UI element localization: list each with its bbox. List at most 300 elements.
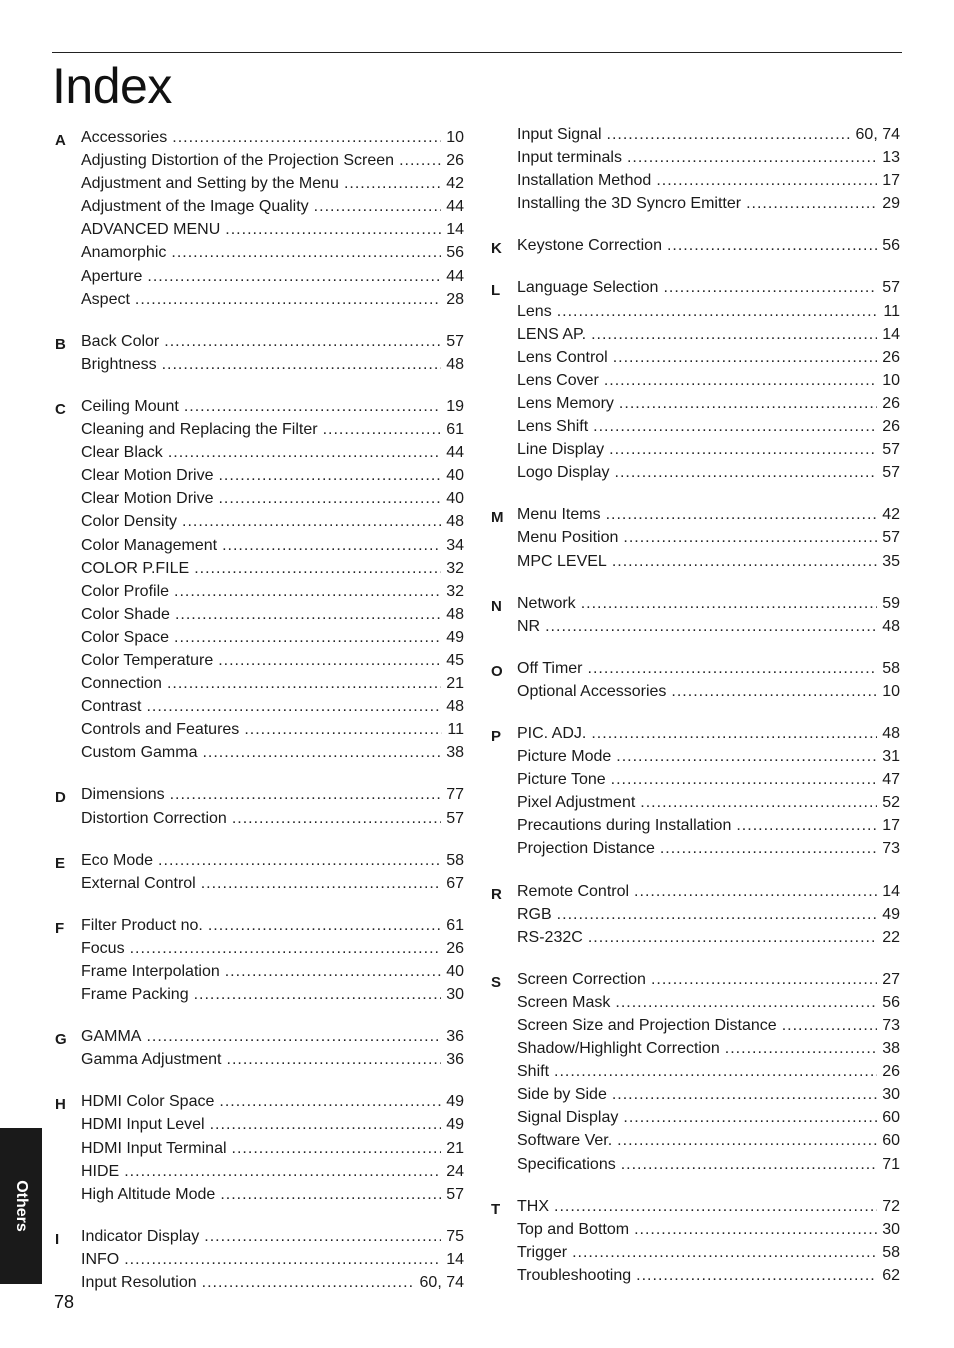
index-entry [517, 615, 900, 638]
index-entry [517, 323, 900, 346]
index-entry [517, 550, 900, 573]
index-page-ref: 14 [882, 882, 900, 900]
dot-leader [621, 1153, 877, 1176]
dot-leader [218, 464, 441, 487]
index-page-ref: 26 [446, 152, 464, 170]
dot-leader [323, 418, 442, 441]
dot-leader [225, 960, 441, 983]
index-column-right [488, 123, 908, 1306]
dot-leader [147, 265, 441, 288]
index-entry [81, 1025, 464, 1048]
index-entry [81, 741, 464, 764]
dot-leader [588, 657, 878, 680]
dot-leader [616, 745, 877, 768]
index-page-ref: 27 [882, 970, 900, 988]
index-term: Installation Method [517, 172, 652, 190]
index-group [488, 880, 908, 949]
index-term: Line Display [517, 441, 605, 459]
index-group [488, 123, 908, 215]
dot-leader [656, 169, 877, 192]
index-group [52, 849, 472, 895]
index-entry [517, 991, 900, 1014]
dot-leader [736, 814, 877, 837]
index-entry [517, 123, 900, 146]
index-group [488, 592, 908, 638]
index-page-ref: 48 [446, 698, 464, 716]
dot-leader [617, 1129, 877, 1152]
index-page-ref: 56 [882, 237, 900, 255]
index-page-ref: 32 [446, 582, 464, 600]
index-entry [81, 218, 464, 241]
index-entry [517, 926, 900, 949]
index-page-ref: 17 [882, 817, 900, 835]
index-term: Picture Mode [517, 748, 612, 766]
index-page-ref: 47 [882, 771, 900, 789]
dot-leader [593, 415, 877, 438]
index-entry [517, 1106, 900, 1129]
dot-leader [244, 718, 442, 741]
index-term: Ceiling Mount [81, 397, 179, 415]
index-term: Adjustment and Setting by the Menu [81, 175, 339, 193]
index-page-ref: 48 [446, 355, 464, 373]
index-entry [81, 288, 464, 311]
index-page-ref: 57 [882, 464, 900, 482]
index-page-ref: 30 [882, 1086, 900, 1104]
index-term: Lens Cover [517, 371, 599, 389]
dot-leader [554, 1060, 877, 1083]
index-page-ref: 48 [882, 724, 900, 742]
index-page-ref: 73 [882, 840, 900, 858]
index-term: Back Color [81, 332, 160, 350]
index-entry [81, 603, 464, 626]
dot-leader [640, 791, 877, 814]
index-page-ref: 60, 74 [419, 1274, 464, 1292]
index-page-ref: 30 [446, 986, 464, 1004]
index-entry [517, 745, 900, 768]
index-entry [517, 392, 900, 415]
index-entry [517, 146, 900, 169]
index-entry [517, 1060, 900, 1083]
index-letter: G [55, 1031, 67, 1049]
dot-leader [167, 672, 441, 695]
index-entry [81, 534, 464, 557]
index-entry [81, 265, 464, 288]
index-entry [517, 1264, 900, 1287]
index-entry [81, 983, 464, 1006]
dot-leader [612, 550, 877, 573]
index-term: Clear Black [81, 444, 163, 462]
index-page-ref: 14 [882, 325, 900, 343]
index-entry [81, 960, 464, 983]
dot-leader [201, 872, 441, 895]
dot-leader [615, 991, 877, 1014]
index-term: Controls and Features [81, 721, 240, 739]
index-page-ref: 40 [446, 467, 464, 485]
index-entry [81, 1248, 464, 1271]
index-letter: C [55, 400, 66, 418]
index-entry [81, 1113, 464, 1136]
index-term: Side by Side [517, 1086, 607, 1104]
index-entry [81, 849, 464, 872]
dot-leader [623, 526, 877, 549]
dot-leader [130, 937, 442, 960]
dot-leader [225, 218, 441, 241]
index-entry [517, 1218, 900, 1241]
index-entry [517, 680, 900, 703]
dot-leader [124, 1248, 441, 1271]
index-page-ref: 75 [446, 1227, 464, 1245]
index-term: RS-232C [517, 928, 583, 946]
index-term: Lens Shift [517, 418, 589, 436]
index-term: Clear Motion Drive [81, 490, 214, 508]
index-entry [517, 1241, 900, 1264]
dot-leader [218, 487, 441, 510]
index-term: Frame Interpolation [81, 963, 220, 980]
dot-leader [174, 580, 441, 603]
index-group [488, 234, 908, 257]
dot-leader [557, 903, 878, 926]
dot-leader [613, 346, 877, 369]
index-entry [81, 510, 464, 533]
index-letter: F [55, 919, 65, 937]
dot-leader [572, 1241, 877, 1264]
index-term: Adjusting Distortion of the Projection Screen [81, 152, 395, 170]
index-term: Indicator Display [81, 1227, 200, 1245]
dot-leader [158, 849, 441, 872]
index-term: Top and Bottom [517, 1220, 630, 1238]
index-entry [517, 1037, 900, 1060]
dot-leader [591, 722, 877, 745]
dot-leader [667, 234, 877, 257]
index-entry [517, 722, 900, 745]
index-term: Logo Display [517, 464, 610, 482]
dot-leader [591, 323, 877, 346]
index-entry [81, 149, 464, 172]
dot-leader [746, 192, 877, 215]
index-page-ref: 10 [882, 371, 900, 389]
dot-leader [194, 983, 442, 1006]
index-entry [517, 768, 900, 791]
index-entry [517, 1083, 900, 1106]
index-page-ref: 31 [882, 748, 900, 766]
index-entry [517, 880, 900, 903]
index-group [52, 914, 472, 1006]
index-page-ref: 48 [446, 513, 464, 531]
index-page-ref: 14 [446, 1250, 464, 1268]
index-page-ref: 26 [446, 939, 464, 957]
dot-leader [174, 626, 441, 649]
dot-leader [399, 149, 441, 172]
index-letter: D [55, 789, 66, 807]
index-entry [81, 695, 464, 718]
index-group [52, 1090, 472, 1205]
index-term: LENS AP. [517, 325, 587, 343]
index-entry [81, 672, 464, 695]
dot-leader [168, 441, 441, 464]
index-entry [81, 807, 464, 830]
dot-leader [219, 1090, 441, 1113]
index-term: MPC LEVEL [517, 552, 607, 570]
index-page-ref: 57 [446, 1185, 464, 1203]
index-term: Screen Size and Projection Distance [517, 1017, 777, 1034]
dot-leader [782, 1014, 878, 1037]
index-letter: T [491, 1200, 501, 1218]
index-entry [517, 415, 900, 438]
index-entry [517, 300, 900, 323]
dot-leader [227, 1048, 442, 1071]
index-term: Language Selection [517, 279, 659, 297]
dot-leader [634, 1218, 877, 1241]
dot-leader [619, 392, 877, 415]
page-title: Index [52, 58, 172, 114]
index-letter: I [55, 1230, 60, 1248]
index-entry [517, 814, 900, 837]
index-page-ref: 42 [446, 175, 464, 193]
index-letter: B [55, 335, 66, 353]
index-term: Brightness [81, 355, 157, 373]
index-entry [517, 791, 900, 814]
index-page-ref: 77 [446, 786, 464, 804]
index-page-ref: 11 [447, 721, 464, 739]
index-term: Connection [81, 675, 162, 693]
dot-leader [232, 1137, 442, 1160]
index-term: Clear Motion Drive [81, 467, 214, 485]
index-term: Menu Position [517, 529, 619, 547]
index-page-ref: 56 [882, 993, 900, 1011]
index-entry [81, 441, 464, 464]
index-term: Projection Distance [517, 840, 655, 858]
dot-leader [184, 395, 441, 418]
index-page-ref: 19 [446, 397, 464, 415]
index-entry [81, 395, 464, 418]
index-term: Installing the 3D Syncro Emitter [517, 195, 742, 213]
index-entry [517, 169, 900, 192]
index-page-ref: 14 [446, 221, 464, 239]
dot-leader [232, 807, 441, 830]
index-group [488, 503, 908, 572]
index-term: Trigger [517, 1243, 568, 1261]
index-group [488, 276, 908, 484]
index-entry [517, 234, 900, 257]
index-entry [81, 1160, 464, 1183]
index-term: Shadow/Highlight Correction [517, 1040, 720, 1058]
index-letter: H [55, 1096, 66, 1114]
index-term: Aspect [81, 290, 130, 308]
dot-leader [725, 1037, 877, 1060]
index-entry [517, 276, 900, 299]
index-term: Cleaning and Replacing the Filter [81, 421, 318, 439]
index-page-ref: 58 [882, 1243, 900, 1261]
index-entry [81, 330, 464, 353]
index-page-ref: 26 [882, 1063, 900, 1081]
dot-leader [135, 288, 441, 311]
index-term: Color Space [81, 628, 170, 646]
index-page-ref: 52 [882, 794, 900, 812]
index-term: Menu Items [517, 506, 601, 524]
index-page-ref: 28 [446, 290, 464, 308]
index-entry [81, 914, 464, 937]
index-term: Distortion Correction [81, 809, 227, 827]
index-page-ref: 29 [882, 195, 900, 213]
index-term: Optional Accessories [517, 682, 667, 700]
index-term: External Control [81, 874, 196, 892]
index-page-ref: 40 [446, 490, 464, 508]
index-page-ref: 24 [446, 1162, 464, 1180]
index-page-ref: 60 [882, 1109, 900, 1127]
index-page-ref: 72 [882, 1197, 900, 1215]
dot-leader [611, 768, 878, 791]
index-page-ref: 42 [882, 506, 900, 524]
dot-leader [663, 276, 877, 299]
index-letter: P [491, 727, 502, 745]
index-term: Off Timer [517, 659, 583, 677]
index-page-ref: 26 [882, 418, 900, 436]
index-entry [517, 369, 900, 392]
index-entry [81, 195, 464, 218]
index-entry [517, 1129, 900, 1152]
index-page-ref: 38 [882, 1040, 900, 1058]
dot-leader [208, 914, 441, 937]
index-entry [517, 526, 900, 549]
index-entry [81, 872, 464, 895]
index-term: Network [517, 594, 576, 612]
index-term: Color Management [81, 536, 218, 554]
dot-leader [218, 649, 441, 672]
index-page-ref: 59 [882, 594, 900, 612]
index-entry [517, 1195, 900, 1218]
index-page-ref: 21 [446, 1139, 464, 1157]
dot-leader [172, 126, 441, 149]
index-page-ref: 62 [882, 1266, 900, 1284]
index-term: Lens Control [517, 348, 608, 366]
index-entry [81, 557, 464, 580]
index-term: Contrast [81, 698, 142, 716]
dot-leader [202, 741, 441, 764]
index-page-ref: 58 [882, 659, 900, 677]
index-page-ref: 48 [882, 617, 900, 635]
index-term: HDMI Input Terminal [81, 1139, 227, 1157]
dot-leader [636, 1264, 877, 1287]
index-term: HDMI Input Level [81, 1116, 205, 1134]
index-entry [81, 1137, 464, 1160]
index-term: THX [517, 1197, 549, 1215]
index-page-ref: 57 [446, 809, 464, 827]
dot-leader [627, 146, 877, 169]
index-term: Troubleshooting [517, 1266, 632, 1284]
index-term: HIDE [81, 1162, 120, 1180]
index-entry [517, 1014, 900, 1037]
index-term: Focus [81, 939, 125, 957]
index-term: Frame Packing [81, 986, 189, 1004]
index-term: Lens [517, 302, 552, 320]
dot-leader [175, 603, 441, 626]
dot-leader [171, 241, 441, 264]
dot-leader [344, 172, 441, 195]
index-term: Lens Memory [517, 394, 614, 412]
index-term: High Altitude Mode [81, 1185, 216, 1203]
index-term: Dimensions [81, 786, 165, 804]
index-term: Screen Correction [517, 970, 646, 988]
index-letter: M [491, 509, 504, 527]
index-page-ref: 60 [882, 1132, 900, 1150]
index-term: Color Shade [81, 605, 170, 623]
dot-leader [164, 330, 441, 353]
index-page-ref: 44 [446, 444, 464, 462]
index-page-ref: 11 [883, 302, 900, 320]
index-page-ref: 71 [882, 1155, 900, 1173]
index-group [488, 968, 908, 1176]
index-letter: S [491, 973, 502, 991]
index-term: NR [517, 617, 541, 635]
index-entry [81, 126, 464, 149]
index-letter: O [491, 662, 503, 680]
dot-leader [146, 1025, 441, 1048]
index-page-ref: 57 [882, 529, 900, 547]
dot-leader [146, 695, 441, 718]
index-entry [81, 718, 464, 741]
dot-leader [557, 300, 879, 323]
index-page-ref: 35 [882, 552, 900, 570]
dot-leader [204, 1225, 441, 1248]
index-page-ref: 61 [446, 916, 464, 934]
index-page-ref: 44 [446, 267, 464, 285]
index-entry [517, 903, 900, 926]
index-page-ref: 49 [446, 628, 464, 646]
dot-leader [615, 461, 878, 484]
index-page-ref: 57 [446, 332, 464, 350]
index-term: Eco Mode [81, 851, 154, 869]
index-entry [81, 626, 464, 649]
dot-leader [545, 615, 877, 638]
index-term: Specifications [517, 1155, 616, 1173]
index-page-ref: 21 [446, 675, 464, 693]
dot-leader [220, 1183, 441, 1206]
index-page-ref: 10 [446, 129, 464, 146]
index-group [488, 1195, 908, 1287]
index-term: Keystone Correction [517, 237, 662, 255]
dot-leader [634, 880, 877, 903]
index-term: RGB [517, 905, 552, 923]
index-entry [81, 649, 464, 672]
index-entry [81, 1183, 464, 1206]
index-entry [81, 783, 464, 806]
index-letter: K [491, 240, 502, 258]
index-entry [81, 172, 464, 195]
dot-leader [314, 195, 442, 218]
index-entry [517, 657, 900, 680]
page-number: 78 [54, 1292, 75, 1312]
index-entry [517, 192, 900, 215]
index-entry [517, 461, 900, 484]
index-entry [517, 1153, 900, 1176]
index-term: Shift [517, 1063, 550, 1081]
dot-leader [581, 592, 878, 615]
index-page-ref: 30 [882, 1220, 900, 1238]
index-group [52, 126, 472, 311]
index-entry [81, 418, 464, 441]
index-group [52, 330, 472, 376]
dot-leader [671, 680, 877, 703]
index-entry [81, 241, 464, 264]
index-entry [81, 1090, 464, 1113]
index-entry [81, 353, 464, 376]
index-column-left [52, 126, 472, 1313]
index-term: ADVANCED MENU [81, 221, 221, 239]
index-term: Input terminals [517, 149, 622, 167]
index-letter: A [55, 132, 66, 149]
dot-leader [609, 438, 877, 461]
dot-leader [606, 503, 878, 526]
